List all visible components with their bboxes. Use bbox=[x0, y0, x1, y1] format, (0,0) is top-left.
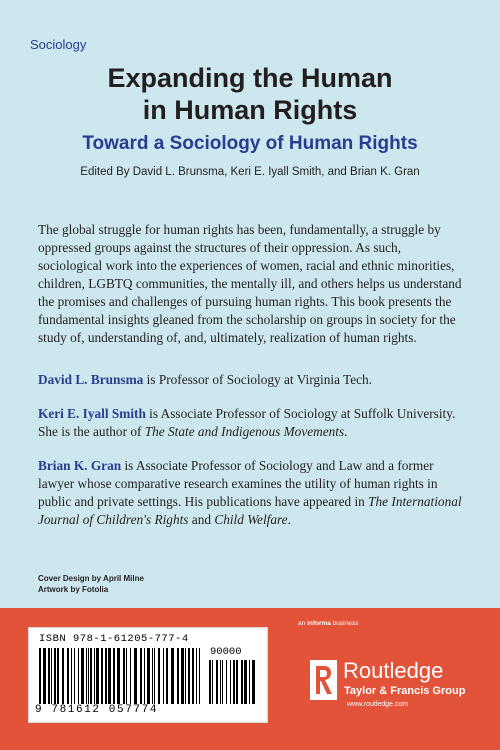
isbn-barcode bbox=[28, 627, 268, 723]
informa-brand: informa bbox=[307, 620, 331, 627]
isbn-number: ISBN 978-1-61205-777-4 bbox=[39, 633, 189, 645]
book-subtitle: Toward a Sociology of Human Rights bbox=[82, 133, 418, 154]
barcode-supplement-bars bbox=[209, 660, 255, 704]
artwork-credit: Artwork by Fotolia bbox=[38, 585, 109, 594]
punctuation: . bbox=[287, 512, 291, 527]
book-title bbox=[0, 62, 500, 126]
book-title-line-1: Expanding the Human bbox=[107, 63, 393, 93]
author-name: Brian K. Gran bbox=[38, 458, 122, 473]
book-title-line-2: in Human Rights bbox=[142, 95, 358, 125]
price-code: 90000 bbox=[210, 646, 242, 658]
barcode-bars bbox=[39, 648, 201, 704]
cover-credits bbox=[38, 573, 144, 595]
routledge-logo bbox=[310, 658, 500, 718]
informa-suffix: business bbox=[330, 620, 359, 627]
publisher-url: www.routledge.com bbox=[347, 701, 409, 708]
journal-reference: Child Welfare bbox=[214, 512, 288, 527]
editors-line: Edited By David L. Brunsma, Keri E. Iyall Smith, and Brian K. Gran bbox=[80, 166, 420, 178]
informa-tagline bbox=[298, 620, 358, 627]
author-bio-text: is Associate Professor of Sociology and Law and a former lawyer whose comparative research examines the utility of human rights in public and private settings. His publications have appeared in bbox=[38, 458, 438, 509]
cover-design-credit: Cover Design by April Milne bbox=[38, 574, 144, 583]
journal-reference: The International Journal of Children's Rights bbox=[38, 494, 462, 527]
author-bio-gran bbox=[38, 457, 468, 529]
conjunction: and bbox=[188, 512, 215, 527]
book-description: The global struggle for human rights has been, fundamentally, a struggle by oppressed groups against the structures of their oppression. As such, sociological work into the experiences of women, racial and ethnic minorities, children, LGBTQ communities, the mentally ill, and others helps us understand the promises and challenges of pursuing human rights. This book presents the fundamental insights gleaned from the scholarship on groups in society for the study of, understanding of, and, ultimately, realization of human rights. bbox=[38, 222, 462, 345]
book-reference: The State and Indigenous Movements bbox=[144, 424, 345, 439]
routledge-r-icon bbox=[310, 660, 337, 700]
ean-digits: 9 781612 057774 bbox=[35, 704, 159, 716]
author-bio-iyall-smith bbox=[38, 405, 468, 441]
author-bio-text: is Professor of Sociology at Virginia Tech. bbox=[143, 372, 373, 387]
publisher-name: Routledge bbox=[343, 658, 444, 683]
author-bio-text: is Associate Professor of Sociology at Suffolk University. She is the author of bbox=[38, 406, 456, 439]
author-name: David L. Brunsma bbox=[38, 372, 144, 387]
category-label: Sociology bbox=[30, 37, 87, 52]
author-bio-brunsma bbox=[38, 371, 468, 389]
author-name: Keri E. Iyall Smith bbox=[38, 406, 146, 421]
publisher-group: Taylor & Francis Group bbox=[344, 685, 466, 697]
punctuation: . bbox=[344, 424, 348, 439]
informa-prefix: an bbox=[298, 620, 308, 627]
